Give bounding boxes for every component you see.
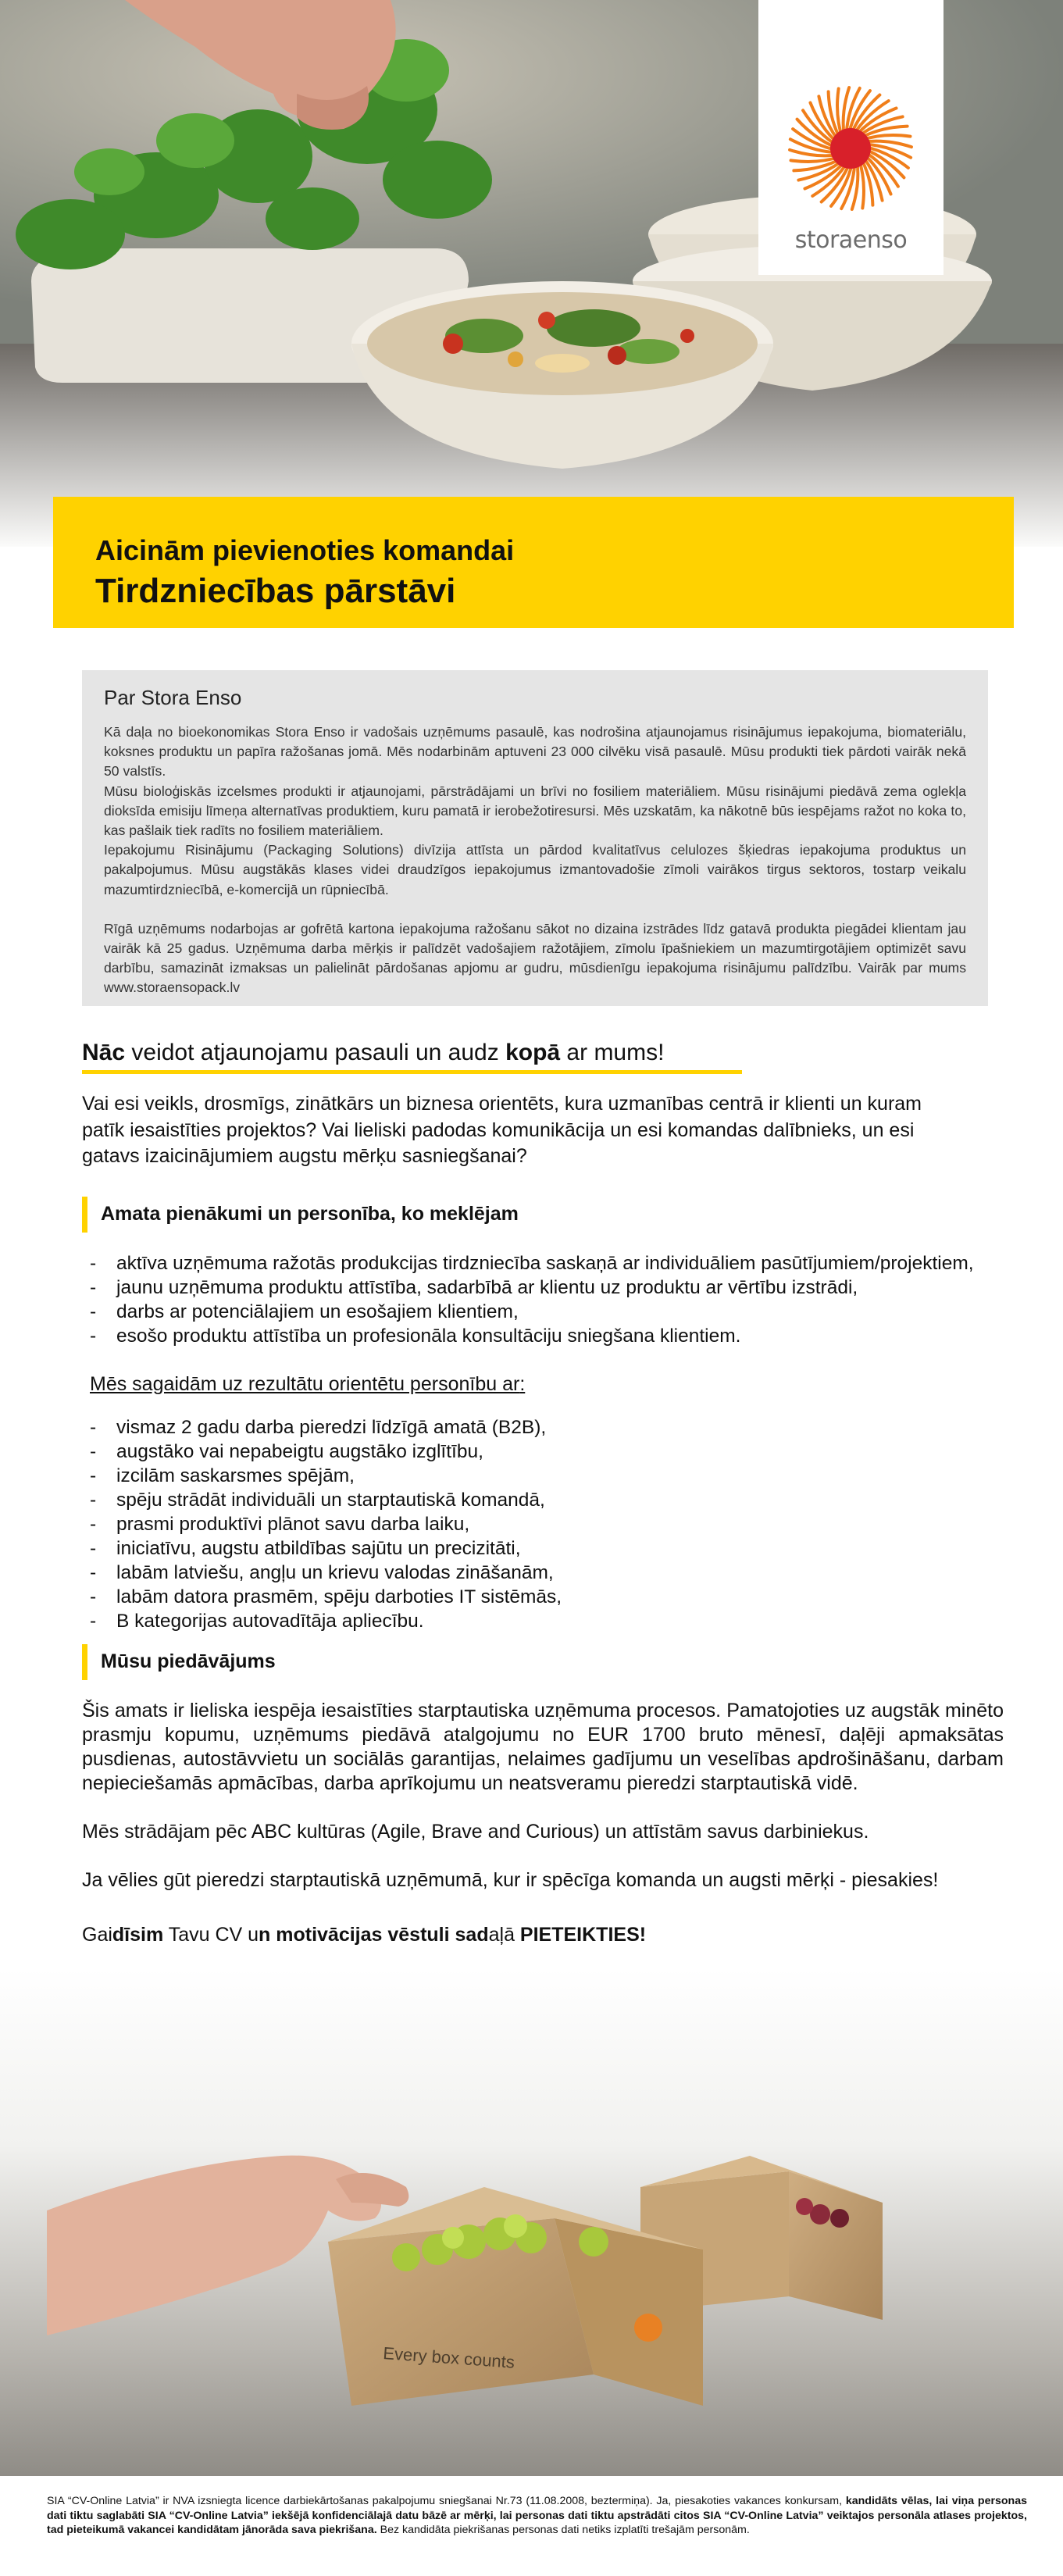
offer-paragraph: Ja vēlies gūt pieredzi starptautiskā uzņēmumā, kur ir spēcīga komanda un augsti mērķi - piesakies! [82,1868,939,1891]
list-item: - jaunu uzņēmuma produktu attīstība, sadarbībā ar klientu uz produktu ar vērtību izstrādi, [90,1276,1004,1300]
requirements-lead [90,1372,1004,1397]
offer-paragraph: Mēs strādājam pēc ABC kultūras (Agile, Brave and Curious) un attīstām savus darbiniekus. [82,1820,869,1843]
title-banner [53,497,1014,628]
slogan-underline [82,1070,742,1074]
slogan [82,1036,1004,1070]
duties-heading-text: Amata pienākumi un personība, ko meklējam [101,1203,519,1225]
vacancy-content [82,1036,1004,1979]
list-item: - labām datora prasmēm, spēju darboties IT sistēmās, [90,1585,1004,1609]
duties-list [82,1251,1004,1348]
list-item: - labām latviešu, angļu un krievu valodas zināšanām, [90,1561,1004,1585]
heading-accent-bar [82,1197,87,1233]
offer-paragraph: Šis amats ir lieliska iespēja iesaistīties starptautiska uzņēmuma procesos. Pamatojoties uz augstāk minēto prasmju kopumu, uzņēmums piedāvā atalgojumu no EUR 1700 bruto mēnesī, daļēji apmaksātas pusdienas, autostāvvietu un sociālās garantijas, nelaimes gadījumu un veselības apdrošināšanu, darbam nepieciešamās apmācības, darba aprīkojumu un neatsveramu pieredzi starptautiskā vidē. [82,1699,1004,1794]
footer-text: SIA “CV-Online Latvia” ir NVA izsniegta licence darbiekārtošanas pakalpojumu sniegšanai Nr.73 (11.08.2008, beztermiņa). Ja, piesakoties vakances konkursam, [47,2495,843,2507]
cta-part: n motivācijas vēstuli sad [259,1923,489,1946]
heading-accent-bar [82,1644,87,1680]
slogan-part: kopā [505,1040,561,1065]
cta-part: Tavu CV u [163,1923,259,1946]
list-item: - B kategorijas autovadītāja apliecību. [90,1609,1004,1633]
requirements-list [82,1415,1004,1633]
slogan-part: veidot atjaunojamu pasauli un audz [125,1040,506,1065]
intro-paragraph: Vai esi veikls, drosmīgs, zinātkārs un biznesa orientēts, kura uzmanības centrā ir klienti un kuram patīk iesaistīties projektos? Vai lieliski padodas komunikācija un esi komandas dalībnieks, un esi gatavs izaicinājumiem augstu mērķu sasniegšanai? [82,1093,922,1167]
logo-core [830,128,871,169]
list-item: - spēju strādāt individuāli un starptautiskā komandā, [90,1488,1004,1512]
banner-tagline: Aicinām pievienoties komandai [95,534,515,566]
list-item: - esošo produktu attīstība un profesionāla konsultāciju sniegšana klientiem. [90,1324,1004,1348]
offer-heading [82,1644,1004,1680]
slogan-part: ar mums! [560,1040,665,1065]
about-company-box [82,670,988,1006]
offer-heading-text: Mūsu piedāvājums [101,1650,276,1672]
product-photo-illustration [0,1968,1063,2476]
list-item: - iniciatīvu, augstu atbildības sajūtu un precizitāti, [90,1536,1004,1561]
box-print-text: Every box counts [382,2343,515,2372]
about-paragraph: Iepakojumu Risinājumu (Packaging Solutions) divīzija attīsta un pārdod kvalitatīvus celulozes šķiedras iepakojuma produktus un pakalpojumus. Mūsu augstākās klases videi draudzīgos iepakojumus izmantovadošie zīmoli vairākos tirgus sektoros, tostarp veikalu mazumtirdzniecībā, e-komercijā un rūpniecībā. [104,842,966,897]
footer-text: Bez kandidāta piekrišanas personas dati netiks izplatīti trešajām personām. [376,2524,750,2536]
about-paragraph: Mūsu bioloģiskās izcelsmes produkti ir atjaunojami, pārstrādājami un brīvi no fosiliem materiāliem. Mūsu risinājumi piedāvā zema oglekļa dioksīda emisiju līmeņa alternatīvas produktiem, kuru pamatā ir ierobežotiresursi. Mēs uzskatām, ka nākotnē būs iespējams ražot no koka to, kas pašlaik tiek radīts no fosiliem materiāliem. [104,783,966,839]
requirements-lead-colon: : [519,1372,526,1395]
list-item: - aktīva uzņēmuma ražotās produkcijas tirdzniecība saskaņā ar individuāliem pasūtījumiem/projektiem, [90,1251,1004,1276]
about-title: Par Stora Enso [104,686,242,709]
about-paragraph: Rīgā uzņēmums nodarbojas ar gofrētā kartona iepakojuma ražošanu sākot no dizaina izstrādes līdz gatavā produkta piegādei klientam jau vairāk kā 25 gadus. Uzņēmuma darba mērķis ir palīdzēt vadošajiem ražotājiem, zīmolu īpašniekiem un mazumtirgotājiem optimizēt savu darbību, samazināt izmaksas un palielināt pārdošanas apjomu ar gudru, mūsdienīgu iepakojuma risinājumu palīdzību. Vairāk par mums www.storaensopack.lv [104,920,966,996]
list-item: - vismaz 2 gadu darba pieredzi līdzīgā amatā (B2B), [90,1415,1004,1440]
footer-text-bold: kandidāts vēlas, lai viņa personas dati tiktu saglabāti SIA “CV-Online Latvia” iekšējā konfidenciālajā datu bāzē ar mērķi, lai personas dati tiktu apstrādāti citos SIA “CV-Online Latvia” veiktajos personāla atlases projektos, tad pieteikumā vakancei kandidātam jānorāda sava piekrišana. [47,2495,1027,2536]
cta-part: PIETEIKTIES! [514,1923,647,1946]
legal-footer [47,2494,1027,2538]
product-image [0,1968,1063,2476]
list-item: - augstāko vai nepabeigtu augstāko izglītību, [90,1440,1004,1464]
cta-part: Gai [82,1923,112,1946]
about-paragraph: Kā daļa no bioekonomikas Stora Enso ir vadošais uzņēmums pasaulē, kas nodrošina atjaunojamus risinājumus iepakojuma, biomateriālu, koksnes produktu un papīra ražošanas jomā. Mēs nodarbinām aptuveni 23 000 cilvēku visā pasaulē. Mūsu produkti tiek pārdoti vairāk nekā 50 valstīs. [104,724,966,780]
logo-wordmark: storaenso [794,227,908,254]
list-item: - darbs ar potenciālajiem un esošajiem klientiem, [90,1300,1004,1324]
apply-call-to-action [82,1924,1004,1946]
job-title: Tirdzniecības pārstāvi [95,572,456,610]
hero-image [0,0,1063,547]
cta-part: aļā [488,1923,515,1946]
list-item: - izcilām saskarsmes spējām, [90,1464,1004,1488]
slogan-part: Nāc [82,1040,126,1065]
requirements-lead-text: Mēs sagaidām uz rezultātu orientētu personību ar [90,1372,520,1395]
list-item: - prasmi produktīvi plānot savu darba laiku, [90,1512,1004,1536]
cta-part: dīsim [112,1923,164,1946]
duties-heading [82,1197,1004,1233]
logo-card [758,0,944,275]
